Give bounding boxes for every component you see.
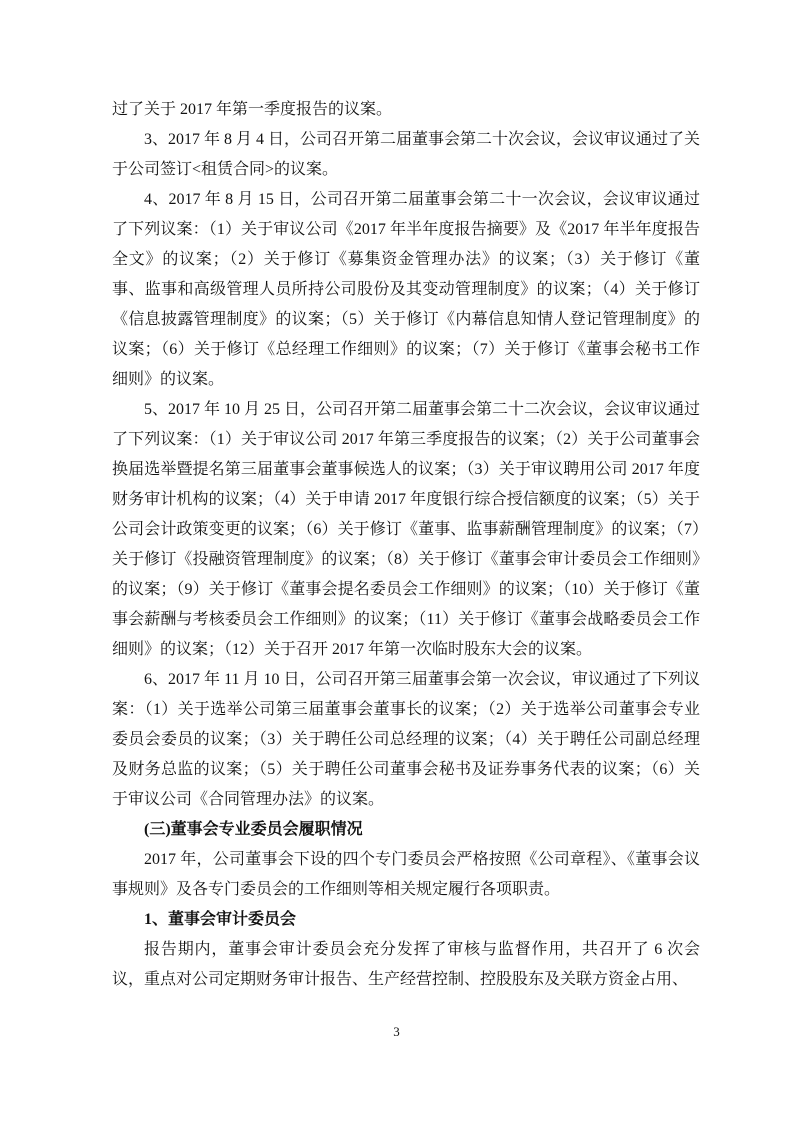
paragraph-meeting-3: 3、2017 年 8 月 4 日，公司召开第二届董事会第二十次会议，会议审议通过了关于公司签订<租赁合同>的议案。	[112, 131, 701, 178]
page-number: 3	[393, 1024, 400, 1039]
section-heading-committees: (三)董事会专业委员会履职情况	[144, 821, 363, 838]
paragraph-continuation: 过了关于 2017 年第一季度报告的议案。	[112, 101, 393, 118]
paragraph-meeting-5: 5、2017 年 10 月 25 日，公司召开第二届董事会第二十二次会议，会议审议通过了下列议案：（1）关于审议公司 2017 年第三季度报告的议案；（2）关于公司董事会换届选举暨提名第三届董事会董事候选人的议案；（3）关于审议聘用公司 2017 年度财务审计机构的议案；（4）关于申请 2017 年度银行综合授信额度的议案；（5）关于公司会计政策变更的议案；（6）关于修订《董事、监事薪酬管理制度》的议案；（7）关于修订《投融资管理制度》的议案；（8）关于修订《董事会审计委员会工作细则》的议案；（9）关于修订《董事会提名委员会工作细则》的议案；（10）关于修订《董事会薪酬与考核委员会工作细则》的议案；（11）关于修订《董事会战略委员会工作细则》的议案；（12）关于召开 2017 年第一次临时股东大会的议案。	[112, 401, 701, 658]
paragraph-meeting-6: 6、2017 年 11 月 10 日，公司召开第三届董事会第一次会议，审议通过了下列议案：（1）关于选举公司第三届董事会董事长的议案；（2）关于选举公司董事会专业委员会委员的议案；（3）关于聘任公司总经理的议案；（4）关于聘任公司副总经理及财务总监的议案；（5）关于聘任公司董事会秘书及证券事务代表的议案；（6）关于审议公司《合同管理办法》的议案。	[112, 671, 700, 808]
paragraph-section-intro: 2017 年，公司董事会下设的四个专门委员会严格按照《公司章程》、《董事会议事规则》及各专门委员会的工作细则等相关规定履行各项职责。	[112, 851, 700, 898]
paragraph-audit-committee-body: 报告期内，董事会审计委员会充分发挥了审核与监督作用，共召开了 6 次会议，重点对公司定期财务审计报告、生产经营控制、控股股东及关联方资金占用、	[112, 941, 700, 988]
document-body	[112, 95, 700, 995]
paragraph-meeting-4: 4、2017 年 8 月 15 日，公司召开第二届董事会第二十一次会议，会议审议通过了下列议案：（1）关于审议公司《2017 年半年度报告摘要》及《2017 年半年度报告全文》的议案；（2）关于修订《募集资金管理办法》的议案；（3）关于修订《董事、监事和高级管理人员所持公司股份及其变动管理制度》的议案；（4）关于修订《信息披露管理制度》的议案；（5）关于修订《内幕信息知情人登记管理制度》的议案；（6）关于修订《总经理工作细则》的议案；（7）关于修订《董事会秘书工作细则》的议案。	[112, 191, 700, 388]
subsection-heading-audit-committee: 1、董事会审计委员会	[144, 911, 297, 928]
